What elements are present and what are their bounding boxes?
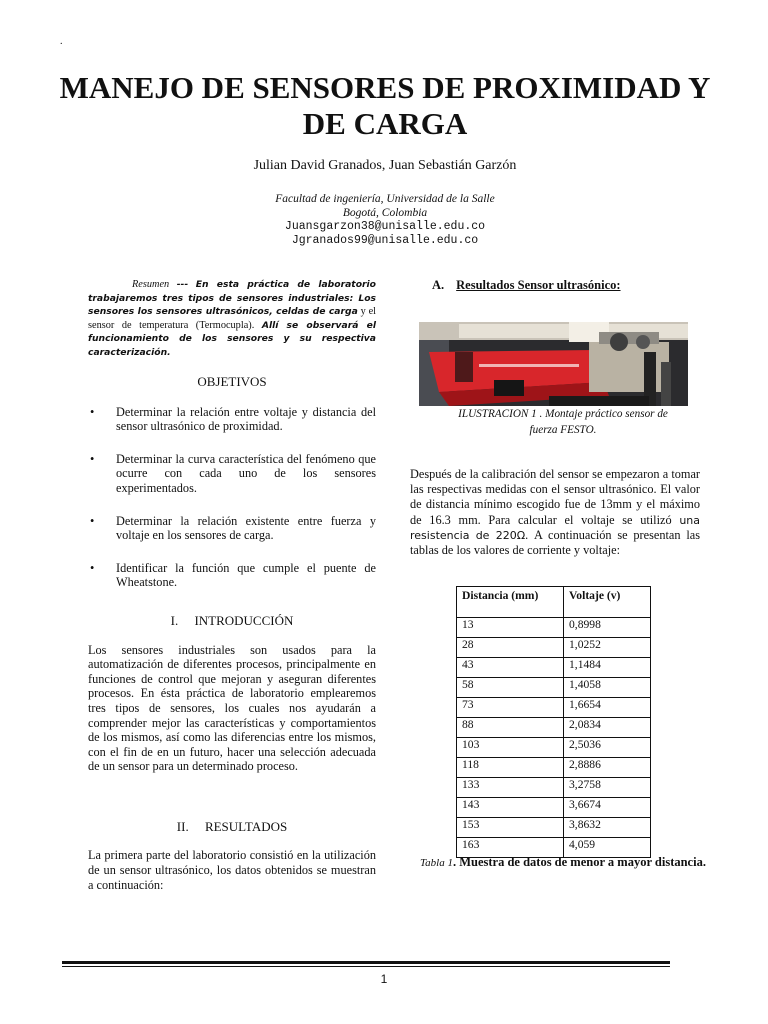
table-row: 88 2,0834 [457,718,651,738]
abstract-text-3: Allí se observará el funcionamiento de los sensores y su respectiva caracterización. [88,319,376,358]
stray-dot: . [60,36,63,47]
distance-voltage-table [456,586,651,858]
table-row: 73 1,6654 [457,698,651,718]
affiliation-block [40,192,730,248]
table-row: 133 3,2758 [457,778,651,798]
calibration-paragraph [410,467,700,558]
abstract-text-2: y el sensor de temperatura (Termocupla). [88,306,377,331]
table-header-distance: Distancia (mm) [457,587,564,618]
table-header-row [457,587,651,618]
figure-caption-line-1: ILUSTRACION 1 . Montaje práctico sensor de [458,408,668,420]
objective-item: • Determinar la curva característica del fenómeno que ocurre con cada uno de los sensores experimentados. [90,451,376,495]
left-column [88,278,376,892]
objective-item: • Identificar la función que cumple el puente de Wheatstone. [90,560,376,590]
introduction-text: Los sensores industriales son usados para la automatización de diferentes procesos, principalmente en funciones de control que mejoran y aseguran diferentes procesos. En ésta práctica de laboratorio emplearemos tres tipos de sensores, los cuales nos ayudarán a comprender mejor las características y comportamientos de los mismos, así como las diferencias entre los mismos, con el fin de en un futuro, hacer una selección adecuada de un sensor para un determinado proceso. [88,642,376,774]
table-row: 103 2,5036 [457,738,651,758]
paragraph-part-2: una resistencia de 220Ω [410,513,701,542]
title-line-2: DE CARGA [302,106,468,141]
paragraph-part-1: Después de la calibración del sensor se empezaron a tomar las respectivas medidas con el sensor ultrasónico. El valor de distancia mínimo escogido fue de 13mm y el máximo de 16.3 mm. Para calcular el voltaje se utilizó [410,467,700,527]
festo-sensor-photo [419,322,688,406]
table-row: 43 1,1484 [457,658,651,678]
results-heading: II. RESULTADOS [176,818,288,834]
footer-rule-thin [62,966,670,967]
table-caption-label: Tabla 1 [420,857,453,869]
section-a-letter: A. [432,278,445,292]
email-1: Juansgarzon38@unisalle.edu.co [284,220,486,233]
objectives-list [88,405,376,590]
paragraph-part-3: . A continuación se presentan las tablas de los valores de corriente y voltaje: [410,527,701,558]
table-row: 118 2,8886 [457,758,651,778]
title-line-1: MANEJO DE SENSORES DE PROXIMIDAD Y [59,70,711,105]
objective-item: • Determinar la relación existente entre fuerza y voltaje en los sensores de carga. [90,513,376,543]
table-row: 143 3,6674 [457,798,651,818]
table-caption-text: . Muestra de datos de menor a mayor distancia. [452,855,706,869]
results-text: La primera parte del laboratorio consistió en la utilización de un sensor ultrasónico, los datos obtenidos se muestran a continuación: [88,848,376,892]
table-row: 153 3,8632 [457,818,651,838]
table-row: 163 4,059 [457,838,651,858]
table-row: 13 0,8998 [457,618,651,638]
affiliation-city: Bogotá, Colombia [342,207,428,219]
figure-caption-line-2: fuerza FESTO. [529,424,597,436]
bullet-icon: • [90,451,95,466]
paper-title [40,70,730,142]
section-a-title: Resultados Sensor ultrasónico: [456,278,621,292]
table-row: 28 1,0252 [457,638,651,658]
affiliation-faculty: Facultad de ingeniería, Universidad de la Salle [275,193,495,205]
abstract [88,278,376,359]
footer-rule-thick [62,961,670,964]
table-row: 58 1,4058 [457,678,651,698]
abstract-dashes: --- [176,279,189,290]
objective-item: • Determinar la relación entre voltaje y distancia del sensor ultrasónico de proximidad. [90,404,376,434]
authors: Julian David Granados, Juan Sebastián Garzón [253,158,517,173]
introduction-heading: I. INTRODUCCIÓN [170,612,294,628]
page-number: 1 [380,972,388,986]
objectives-heading: OBJETIVOS [197,374,267,389]
abstract-label: Resumen [132,279,170,290]
bullet-icon: • [90,560,95,575]
right-column [410,278,698,293]
email-2: Jgranados99@unisalle.edu.co [291,234,479,247]
bullet-icon: • [90,513,95,528]
table-header-voltage: Voltaje (v) [564,587,651,618]
figure-caption [410,406,716,438]
bullet-icon: • [90,404,95,419]
section-a-heading [410,278,698,293]
table-caption [410,854,716,872]
abstract-text-1: En esta práctica de laboratorio trabajaremos tres tipos de sensores industriales: Los sensores los sensores ultrasónicos, celdas de carga [88,279,376,317]
